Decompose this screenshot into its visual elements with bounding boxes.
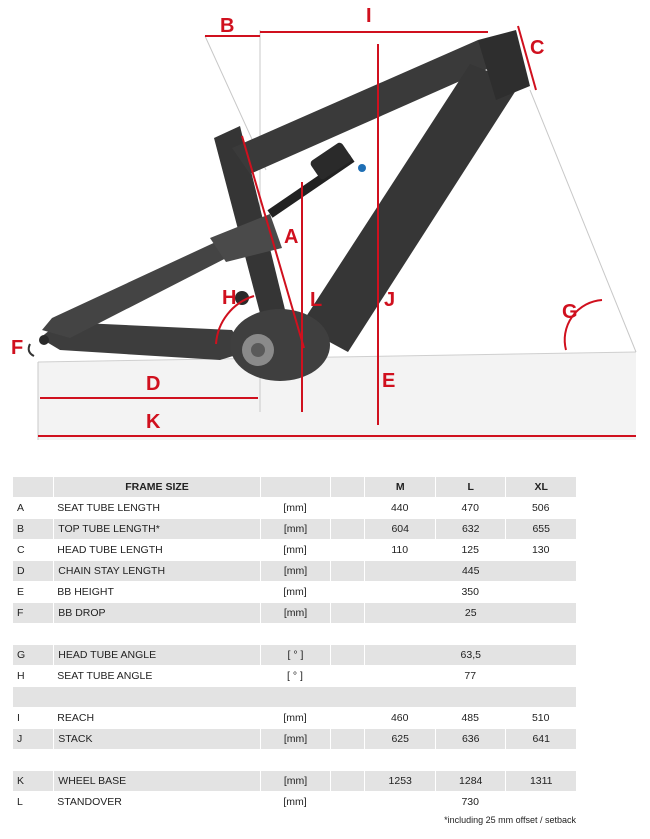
row-unit: [mm] <box>283 544 307 556</box>
row-blank <box>330 666 364 686</box>
row-code: F <box>13 603 53 623</box>
footnote: *including 25 mm offset / setback <box>444 815 576 825</box>
label-b: B <box>220 15 235 37</box>
row-value-all: 77 <box>464 670 477 682</box>
row-value-l: 125 <box>461 544 479 556</box>
pivot-rear <box>39 335 49 345</box>
row-blank <box>330 645 364 665</box>
row-blank <box>330 582 364 602</box>
row-blank <box>330 729 364 749</box>
row-value-l: 485 <box>461 712 479 724</box>
header-frame-size: FRAME SIZE <box>53 477 259 497</box>
header-code-cell <box>13 477 53 497</box>
row-name: STANDOVER <box>57 796 122 808</box>
row-value-l: 636 <box>435 729 506 749</box>
row-name: SEAT TUBE LENGTH <box>57 502 160 514</box>
row-value-m: 110 <box>391 544 409 556</box>
row-name: HEAD TUBE ANGLE <box>53 645 259 665</box>
header-size-xl: XL <box>505 477 576 497</box>
row-name: TOP TUBE LENGTH* <box>53 519 259 539</box>
row-value-m: 440 <box>390 502 409 514</box>
row-code: C <box>17 544 25 556</box>
table-row <box>13 771 576 791</box>
table-row <box>13 645 576 665</box>
label-g: G <box>562 301 578 323</box>
table-spacer <box>13 624 576 644</box>
row-value-xl: 506 <box>531 502 550 514</box>
row-unit: [mm] <box>260 519 331 539</box>
row-name: BB HEIGHT <box>57 586 114 598</box>
row-unit: [mm] <box>283 796 307 808</box>
row-code: G <box>13 645 53 665</box>
label-h: H <box>222 287 237 309</box>
row-value-all: 63,5 <box>364 645 576 665</box>
table-spacer <box>13 687 576 707</box>
header-size-l: L <box>435 477 506 497</box>
label-l: L <box>310 289 323 311</box>
label-d: D <box>146 373 161 395</box>
table-row <box>13 582 576 602</box>
table-row <box>13 708 576 728</box>
row-unit: [mm] <box>283 586 307 598</box>
table-row <box>13 498 576 518</box>
row-name: WHEEL BASE <box>53 771 259 791</box>
row-blank <box>330 498 364 518</box>
ground-plane <box>38 352 636 440</box>
label-j: J <box>384 289 396 311</box>
seatstay <box>42 240 238 338</box>
row-value-m: 625 <box>364 729 435 749</box>
label-c: C <box>530 37 545 59</box>
table-row <box>13 792 576 812</box>
row-value-xl: 130 <box>531 544 550 556</box>
row-code: B <box>13 519 53 539</box>
geometry-table <box>13 476 576 813</box>
label-a: A <box>284 226 299 248</box>
row-name: BB DROP <box>53 603 259 623</box>
row-unit: [mm] <box>260 603 331 623</box>
row-unit: [ ° ] <box>287 670 303 682</box>
row-unit: [mm] <box>283 502 307 514</box>
row-code: K <box>13 771 53 791</box>
row-value-xl: 1311 <box>505 771 576 791</box>
table-row <box>13 666 576 686</box>
row-name: CHAIN STAY LENGTH <box>53 561 259 581</box>
row-value-l: 1284 <box>435 771 506 791</box>
header-blank-cell <box>330 477 364 497</box>
row-value-xl: 510 <box>531 712 550 724</box>
row-name: SEAT TUBE ANGLE <box>57 670 153 682</box>
row-blank <box>330 792 364 812</box>
row-name: STACK <box>53 729 259 749</box>
row-value-xl: 655 <box>505 519 576 539</box>
table-row <box>13 540 576 560</box>
row-blank <box>330 771 364 791</box>
label-i: I <box>366 5 372 27</box>
row-value-m: 604 <box>364 519 435 539</box>
label-e: E <box>382 370 396 392</box>
bike-frame <box>29 30 530 381</box>
row-value-all: 25 <box>364 603 576 623</box>
label-k: K <box>146 411 161 433</box>
row-value-all: 445 <box>364 561 576 581</box>
table-header-row <box>13 477 576 497</box>
row-value-l: 632 <box>435 519 506 539</box>
table-spacer <box>13 750 576 770</box>
row-code: A <box>17 502 25 514</box>
row-unit: [mm] <box>283 712 307 724</box>
row-code: J <box>13 729 53 749</box>
row-code: I <box>17 712 20 724</box>
row-value-all: 350 <box>461 586 479 598</box>
label-f: F <box>11 337 24 359</box>
row-blank <box>330 540 364 560</box>
row-value-l: 470 <box>461 502 479 514</box>
row-code: D <box>13 561 53 581</box>
row-blank <box>330 603 364 623</box>
row-name: REACH <box>57 712 95 724</box>
table-row <box>13 519 576 539</box>
header-unit-cell <box>260 477 331 497</box>
table-row <box>13 603 576 623</box>
row-unit: [mm] <box>260 729 331 749</box>
row-unit: [ ° ] <box>260 645 331 665</box>
table-row <box>13 729 576 749</box>
row-unit: [mm] <box>260 771 331 791</box>
row-name: HEAD TUBE LENGTH <box>57 544 163 556</box>
row-blank <box>330 708 364 728</box>
header-size-m: M <box>364 477 435 497</box>
row-value-m: 1253 <box>364 771 435 791</box>
row-blank <box>330 561 364 581</box>
row-code: E <box>17 586 25 598</box>
table-row <box>13 561 576 581</box>
row-code: H <box>17 670 25 682</box>
row-blank <box>330 519 364 539</box>
row-value-m: 460 <box>390 712 409 724</box>
row-value-all: 730 <box>461 796 479 808</box>
row-code: L <box>17 796 23 808</box>
row-unit: [mm] <box>260 561 331 581</box>
row-value-xl: 641 <box>505 729 576 749</box>
